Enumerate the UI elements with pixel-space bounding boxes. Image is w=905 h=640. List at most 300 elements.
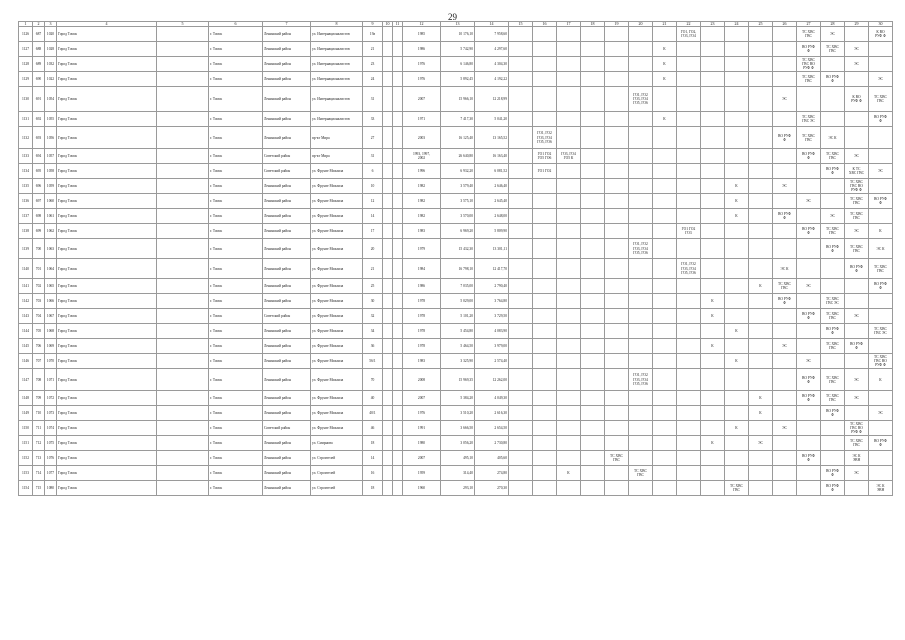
table-cell bbox=[157, 149, 209, 164]
table-cell bbox=[677, 354, 701, 369]
table-cell bbox=[157, 451, 209, 466]
column-number: 30 bbox=[869, 22, 893, 27]
table-cell: К bbox=[725, 324, 749, 339]
table-cell: 24 bbox=[363, 72, 383, 87]
table-cell bbox=[701, 72, 725, 87]
table-cell bbox=[653, 279, 677, 294]
column-number: 2 bbox=[33, 22, 45, 27]
table-cell bbox=[701, 27, 725, 42]
table-cell: Ленинский район bbox=[263, 369, 311, 391]
table-cell bbox=[749, 42, 773, 57]
table-cell bbox=[701, 239, 725, 259]
table-cell: г. Томск bbox=[209, 421, 263, 436]
table-cell bbox=[509, 324, 533, 339]
table-cell: 2 730,80 bbox=[475, 436, 509, 451]
table-cell bbox=[629, 324, 653, 339]
table-cell bbox=[653, 369, 677, 391]
table-cell: 33 bbox=[363, 112, 383, 127]
table-cell bbox=[157, 421, 209, 436]
table-cell: Город Томск bbox=[57, 309, 157, 324]
table-cell bbox=[749, 259, 773, 279]
register-table bbox=[18, 21, 893, 496]
table-cell: 1982 bbox=[403, 209, 441, 224]
table-cell bbox=[869, 294, 893, 309]
table-cell: ТС ХВС ГВС bbox=[821, 391, 845, 406]
table-cell bbox=[845, 27, 869, 42]
table-cell bbox=[629, 27, 653, 42]
table-cell: Ленинский район bbox=[263, 436, 311, 451]
table-cell bbox=[749, 324, 773, 339]
table-cell: г. Томск bbox=[209, 294, 263, 309]
table-cell bbox=[749, 466, 773, 481]
table-cell bbox=[581, 451, 605, 466]
table-cell: 1058 bbox=[45, 164, 57, 179]
table-cell bbox=[157, 42, 209, 57]
table-cell bbox=[605, 436, 629, 451]
table-cell bbox=[393, 481, 403, 496]
table-cell: 1150 bbox=[19, 421, 33, 436]
table-cell bbox=[393, 309, 403, 324]
table-cell bbox=[383, 27, 393, 42]
table-cell: 1126 bbox=[19, 27, 33, 42]
table-cell bbox=[845, 324, 869, 339]
table-cell bbox=[509, 87, 533, 112]
table-cell: 30 bbox=[363, 294, 383, 309]
table-cell bbox=[821, 112, 845, 127]
table-cell bbox=[845, 72, 869, 87]
table-cell: ТС ХВС ГВС bbox=[797, 127, 821, 149]
table-cell: 696 bbox=[33, 179, 45, 194]
table-cell: 1980 bbox=[403, 436, 441, 451]
table-cell: 36 bbox=[363, 339, 383, 354]
table-cell bbox=[677, 436, 701, 451]
table-cell bbox=[677, 87, 701, 112]
table-cell bbox=[821, 179, 845, 194]
table-cell: г. Томск bbox=[209, 279, 263, 294]
table-cell bbox=[605, 421, 629, 436]
column-number: 15 bbox=[509, 22, 533, 27]
table-cell bbox=[393, 87, 403, 112]
table-cell: 1128 bbox=[19, 57, 33, 72]
table-cell bbox=[581, 149, 605, 164]
table-cell bbox=[701, 224, 725, 239]
table-cell: 15 432,30 bbox=[441, 239, 475, 259]
table-cell: ул. Строителей bbox=[311, 481, 363, 496]
table-cell bbox=[797, 406, 821, 421]
table-cell bbox=[725, 309, 749, 324]
table-row bbox=[19, 164, 893, 179]
table-cell bbox=[557, 339, 581, 354]
table-cell: 1028 bbox=[45, 42, 57, 57]
table-cell: Город Томск bbox=[57, 391, 157, 406]
table-cell bbox=[533, 339, 557, 354]
table-cell: ТС ХВС ГВС bbox=[845, 239, 869, 259]
table-cell: ЭС bbox=[845, 224, 869, 239]
table-cell bbox=[557, 279, 581, 294]
table-cell: г. Томск bbox=[209, 164, 263, 179]
table-cell bbox=[509, 294, 533, 309]
table-cell bbox=[821, 194, 845, 209]
table-cell bbox=[701, 324, 725, 339]
table-cell bbox=[677, 239, 701, 259]
table-cell bbox=[557, 209, 581, 224]
table-cell bbox=[581, 179, 605, 194]
table-cell bbox=[701, 466, 725, 481]
table-cell: ЭС bbox=[773, 421, 797, 436]
table-cell: Ленинский район bbox=[263, 466, 311, 481]
table-cell bbox=[773, 466, 797, 481]
table-cell bbox=[629, 436, 653, 451]
table-cell bbox=[629, 164, 653, 179]
table-cell: ТС ХВС ГВС bbox=[821, 42, 845, 57]
table-cell bbox=[701, 406, 725, 421]
table-cell: ТС ХВС ГВС ВО РУФ Ф bbox=[845, 179, 869, 194]
table-row bbox=[19, 259, 893, 279]
table-row bbox=[19, 149, 893, 164]
table-cell bbox=[701, 481, 725, 496]
table-cell: Город Томск bbox=[57, 324, 157, 339]
table-cell bbox=[725, 369, 749, 391]
table-row bbox=[19, 451, 893, 466]
table-cell bbox=[383, 279, 393, 294]
table-cell bbox=[533, 87, 557, 112]
table-cell bbox=[677, 149, 701, 164]
table-cell bbox=[393, 391, 403, 406]
table-cell bbox=[605, 209, 629, 224]
table-cell bbox=[383, 209, 393, 224]
table-cell: 1137 bbox=[19, 209, 33, 224]
table-cell bbox=[509, 27, 533, 42]
table-cell: ул. Фрунзе Михаила bbox=[311, 194, 363, 209]
table-cell: ул. Фрунзе Михаила bbox=[311, 239, 363, 259]
table-cell: 1154 bbox=[19, 481, 33, 496]
column-number: 8 bbox=[311, 22, 363, 27]
table-cell: 1985 bbox=[403, 27, 441, 42]
table-cell bbox=[581, 309, 605, 324]
table-cell: 1982 bbox=[403, 194, 441, 209]
table-cell bbox=[749, 239, 773, 259]
table-cell: 5 742,90 bbox=[441, 42, 475, 57]
table-cell: 1986 bbox=[403, 42, 441, 57]
table-cell: ЭС bbox=[797, 354, 821, 369]
table-cell: 1146 bbox=[19, 354, 33, 369]
table-cell: Город Томск bbox=[57, 209, 157, 224]
table-cell bbox=[605, 339, 629, 354]
table-row bbox=[19, 481, 893, 496]
table-cell bbox=[749, 149, 773, 164]
table-cell bbox=[581, 259, 605, 279]
table-cell bbox=[653, 239, 677, 259]
table-cell bbox=[677, 57, 701, 72]
table-cell: 270,30 bbox=[475, 481, 509, 496]
table-cell bbox=[605, 466, 629, 481]
table-cell: 1986 bbox=[403, 279, 441, 294]
table-cell: 3 570,00 bbox=[441, 209, 475, 224]
table-row bbox=[19, 209, 893, 224]
table-cell bbox=[509, 421, 533, 436]
table-cell bbox=[749, 112, 773, 127]
table-cell: 3 325,90 bbox=[441, 354, 475, 369]
table-cell: К ВО РУФ Ф bbox=[845, 87, 869, 112]
table-cell: Советский район bbox=[263, 149, 311, 164]
table-cell: 1073 bbox=[45, 406, 57, 421]
table-cell: 32 bbox=[363, 309, 383, 324]
table-cell: 5 384,20 bbox=[441, 391, 475, 406]
table-cell: ГО1, ГО2 ГО3, ГО4 ГО5, ГО6 bbox=[677, 259, 701, 279]
table-cell bbox=[393, 259, 403, 279]
table-cell: г. Томск bbox=[209, 87, 263, 112]
table-cell bbox=[701, 194, 725, 209]
table-cell bbox=[653, 406, 677, 421]
table-cell: 21 bbox=[363, 259, 383, 279]
table-cell bbox=[677, 179, 701, 194]
table-cell: ГО1, ГО2 ГО3, ГО4 ГО5, ГО6 bbox=[533, 127, 557, 149]
table-cell: ВО РУФ Ф bbox=[845, 259, 869, 279]
table-cell bbox=[653, 436, 677, 451]
table-cell bbox=[677, 279, 701, 294]
table-cell: ул. Фрунзе Михаила bbox=[311, 309, 363, 324]
table-cell: ТС ХВС ГВС bbox=[869, 87, 893, 112]
table-cell bbox=[701, 164, 725, 179]
table-cell: К bbox=[701, 436, 725, 451]
table-cell bbox=[701, 421, 725, 436]
table-cell: Ленинский район bbox=[263, 294, 311, 309]
table-cell bbox=[509, 42, 533, 57]
table-cell: г. Томск bbox=[209, 42, 263, 57]
table-cell bbox=[725, 239, 749, 259]
table-cell: 1133 bbox=[19, 149, 33, 164]
table-cell bbox=[749, 481, 773, 496]
column-number: 29 bbox=[845, 22, 869, 27]
table-cell: ТС ХВС ГВС bbox=[845, 209, 869, 224]
table-cell: 15 966,10 bbox=[441, 87, 475, 112]
table-cell: К bbox=[749, 391, 773, 406]
table-cell: 2 646,40 bbox=[475, 179, 509, 194]
table-cell bbox=[773, 481, 797, 496]
table-cell bbox=[629, 294, 653, 309]
table-cell: ТС ХВС ГВС ВО РУФ Ф bbox=[869, 354, 893, 369]
table-cell: ГО1, ГО2 ГО3, ГО4 ГО5, ГО6 bbox=[629, 87, 653, 112]
table-cell: 1976 bbox=[403, 57, 441, 72]
table-cell: ВО РУФ Ф bbox=[797, 149, 821, 164]
table-cell: ЭС К ЭВН bbox=[869, 481, 893, 496]
table-cell: 16 798,10 bbox=[441, 259, 475, 279]
table-cell bbox=[383, 149, 393, 164]
table-cell bbox=[653, 27, 677, 42]
table-cell bbox=[157, 294, 209, 309]
table-cell bbox=[749, 179, 773, 194]
table-cell: г. Томск bbox=[209, 436, 263, 451]
table-cell: Город Томск bbox=[57, 87, 157, 112]
table-cell bbox=[533, 481, 557, 496]
table-cell: ТС ХВС ГВС bbox=[821, 224, 845, 239]
table-cell bbox=[677, 309, 701, 324]
table-cell bbox=[605, 112, 629, 127]
table-cell bbox=[821, 259, 845, 279]
table-cell: 698 bbox=[33, 209, 45, 224]
table-cell: г. Томск bbox=[209, 406, 263, 421]
table-cell bbox=[653, 481, 677, 496]
table-cell bbox=[557, 87, 581, 112]
table-cell bbox=[557, 324, 581, 339]
table-cell bbox=[557, 451, 581, 466]
table-cell bbox=[797, 339, 821, 354]
table-row bbox=[19, 72, 893, 87]
table-cell: ВО РУФ Ф bbox=[773, 294, 797, 309]
table-cell bbox=[581, 164, 605, 179]
table-cell bbox=[677, 209, 701, 224]
table-cell: ЭС К bbox=[869, 239, 893, 259]
table-cell: 2 574,40 bbox=[475, 354, 509, 369]
table-cell: ТС ХВС ГВС bbox=[773, 279, 797, 294]
table-cell: 27 bbox=[363, 127, 383, 149]
table-cell bbox=[605, 279, 629, 294]
table-cell bbox=[557, 57, 581, 72]
table-row bbox=[19, 391, 893, 406]
table-cell: 1143 bbox=[19, 309, 33, 324]
table-cell bbox=[581, 87, 605, 112]
table-cell bbox=[749, 57, 773, 72]
table-row bbox=[19, 466, 893, 481]
table-cell bbox=[581, 369, 605, 391]
table-cell bbox=[393, 209, 403, 224]
table-cell bbox=[533, 309, 557, 324]
table-cell bbox=[509, 239, 533, 259]
table-cell bbox=[773, 369, 797, 391]
table-cell: К ВО РУФ Ф bbox=[869, 27, 893, 42]
table-cell bbox=[383, 451, 393, 466]
table-cell: 3 575,10 bbox=[441, 194, 475, 209]
table-cell bbox=[749, 369, 773, 391]
table-cell bbox=[383, 179, 393, 194]
table-cell bbox=[605, 179, 629, 194]
table-cell: ЭС bbox=[869, 164, 893, 179]
table-cell: 692 bbox=[33, 112, 45, 127]
table-cell: ул. Фрунзе Михаила bbox=[311, 209, 363, 224]
table-cell: 1993, 1997, 2002 bbox=[403, 149, 441, 164]
table-cell: Город Томск bbox=[57, 127, 157, 149]
table-cell: Город Томск bbox=[57, 339, 157, 354]
table-cell bbox=[533, 112, 557, 127]
table-cell: К bbox=[749, 279, 773, 294]
table-cell bbox=[677, 369, 701, 391]
table-cell bbox=[701, 57, 725, 72]
table-cell bbox=[393, 42, 403, 57]
table-cell bbox=[677, 112, 701, 127]
table-cell: 1151 bbox=[19, 436, 33, 451]
table-cell bbox=[557, 224, 581, 239]
table-cell bbox=[677, 127, 701, 149]
table-cell bbox=[653, 194, 677, 209]
table-cell: 31 bbox=[363, 149, 383, 164]
table-cell: 1978 bbox=[403, 324, 441, 339]
table-cell: 46 bbox=[363, 421, 383, 436]
table-row bbox=[19, 354, 893, 369]
column-number: 11 bbox=[393, 22, 403, 27]
table-cell bbox=[581, 391, 605, 406]
table-cell: К bbox=[749, 406, 773, 421]
table-cell bbox=[533, 354, 557, 369]
table-cell bbox=[509, 149, 533, 164]
table-cell bbox=[869, 309, 893, 324]
table-cell: Город Томск bbox=[57, 466, 157, 481]
table-cell bbox=[701, 42, 725, 57]
table-cell: г. Томск bbox=[209, 239, 263, 259]
table-cell: 1032 bbox=[45, 57, 57, 72]
table-cell bbox=[393, 194, 403, 209]
table-cell: ул. Интернационалистов bbox=[311, 87, 363, 112]
table-cell: Ленинский район bbox=[263, 324, 311, 339]
table-cell: 14 bbox=[363, 451, 383, 466]
table-cell: 1153 bbox=[19, 466, 33, 481]
table-cell bbox=[821, 87, 845, 112]
table-cell: К bbox=[869, 369, 893, 391]
table-cell: Город Томск bbox=[57, 57, 157, 72]
table-cell bbox=[701, 354, 725, 369]
table-cell bbox=[677, 324, 701, 339]
table-cell: г. Томск bbox=[209, 481, 263, 496]
table-cell bbox=[557, 406, 581, 421]
table-cell: Город Томск bbox=[57, 354, 157, 369]
table-cell bbox=[557, 72, 581, 87]
table-cell bbox=[629, 72, 653, 87]
column-number: 3 bbox=[45, 22, 57, 27]
table-cell bbox=[605, 87, 629, 112]
table-cell: 693 bbox=[33, 127, 45, 149]
table-row bbox=[19, 406, 893, 421]
table-cell bbox=[557, 179, 581, 194]
table-cell bbox=[797, 421, 821, 436]
table-cell: 699 bbox=[33, 224, 45, 239]
table-cell: ВО РУФ Ф bbox=[797, 42, 821, 57]
table-cell bbox=[157, 279, 209, 294]
table-cell: 56/1 bbox=[363, 354, 383, 369]
table-cell bbox=[629, 149, 653, 164]
table-cell: ЭС bbox=[845, 42, 869, 57]
table-cell: 1976 bbox=[403, 72, 441, 87]
table-cell: ВО РУФ Ф bbox=[869, 112, 893, 127]
table-cell: 1996 bbox=[403, 164, 441, 179]
table-cell: 34 bbox=[363, 324, 383, 339]
table-cell: Город Томск bbox=[57, 279, 157, 294]
table-cell bbox=[605, 224, 629, 239]
table-cell: ЭС bbox=[797, 194, 821, 209]
table-cell: пр-кт Мира bbox=[311, 149, 363, 164]
table-cell: 687 bbox=[33, 27, 45, 42]
table-cell: ВО РУФ Ф bbox=[869, 194, 893, 209]
table-cell bbox=[509, 406, 533, 421]
table-cell bbox=[533, 179, 557, 194]
table-cell: 1991 bbox=[403, 421, 441, 436]
table-cell bbox=[581, 481, 605, 496]
table-cell: 16 163,40 bbox=[475, 149, 509, 164]
table-cell: Ленинский район bbox=[263, 239, 311, 259]
table-cell: 5 892,45 bbox=[441, 72, 475, 87]
table-cell: 709 bbox=[33, 391, 45, 406]
table-cell bbox=[629, 194, 653, 209]
table-cell: 1065 bbox=[45, 279, 57, 294]
table-cell bbox=[677, 421, 701, 436]
table-cell: 2 648,00 bbox=[475, 209, 509, 224]
table-cell bbox=[749, 354, 773, 369]
table-cell: 1072 bbox=[45, 391, 57, 406]
table-cell: Город Томск bbox=[57, 179, 157, 194]
table-cell: К bbox=[701, 294, 725, 309]
table-cell: 2007 bbox=[403, 391, 441, 406]
table-cell: ЭС bbox=[869, 406, 893, 421]
table-cell: 1983 bbox=[403, 354, 441, 369]
table-cell bbox=[605, 239, 629, 259]
